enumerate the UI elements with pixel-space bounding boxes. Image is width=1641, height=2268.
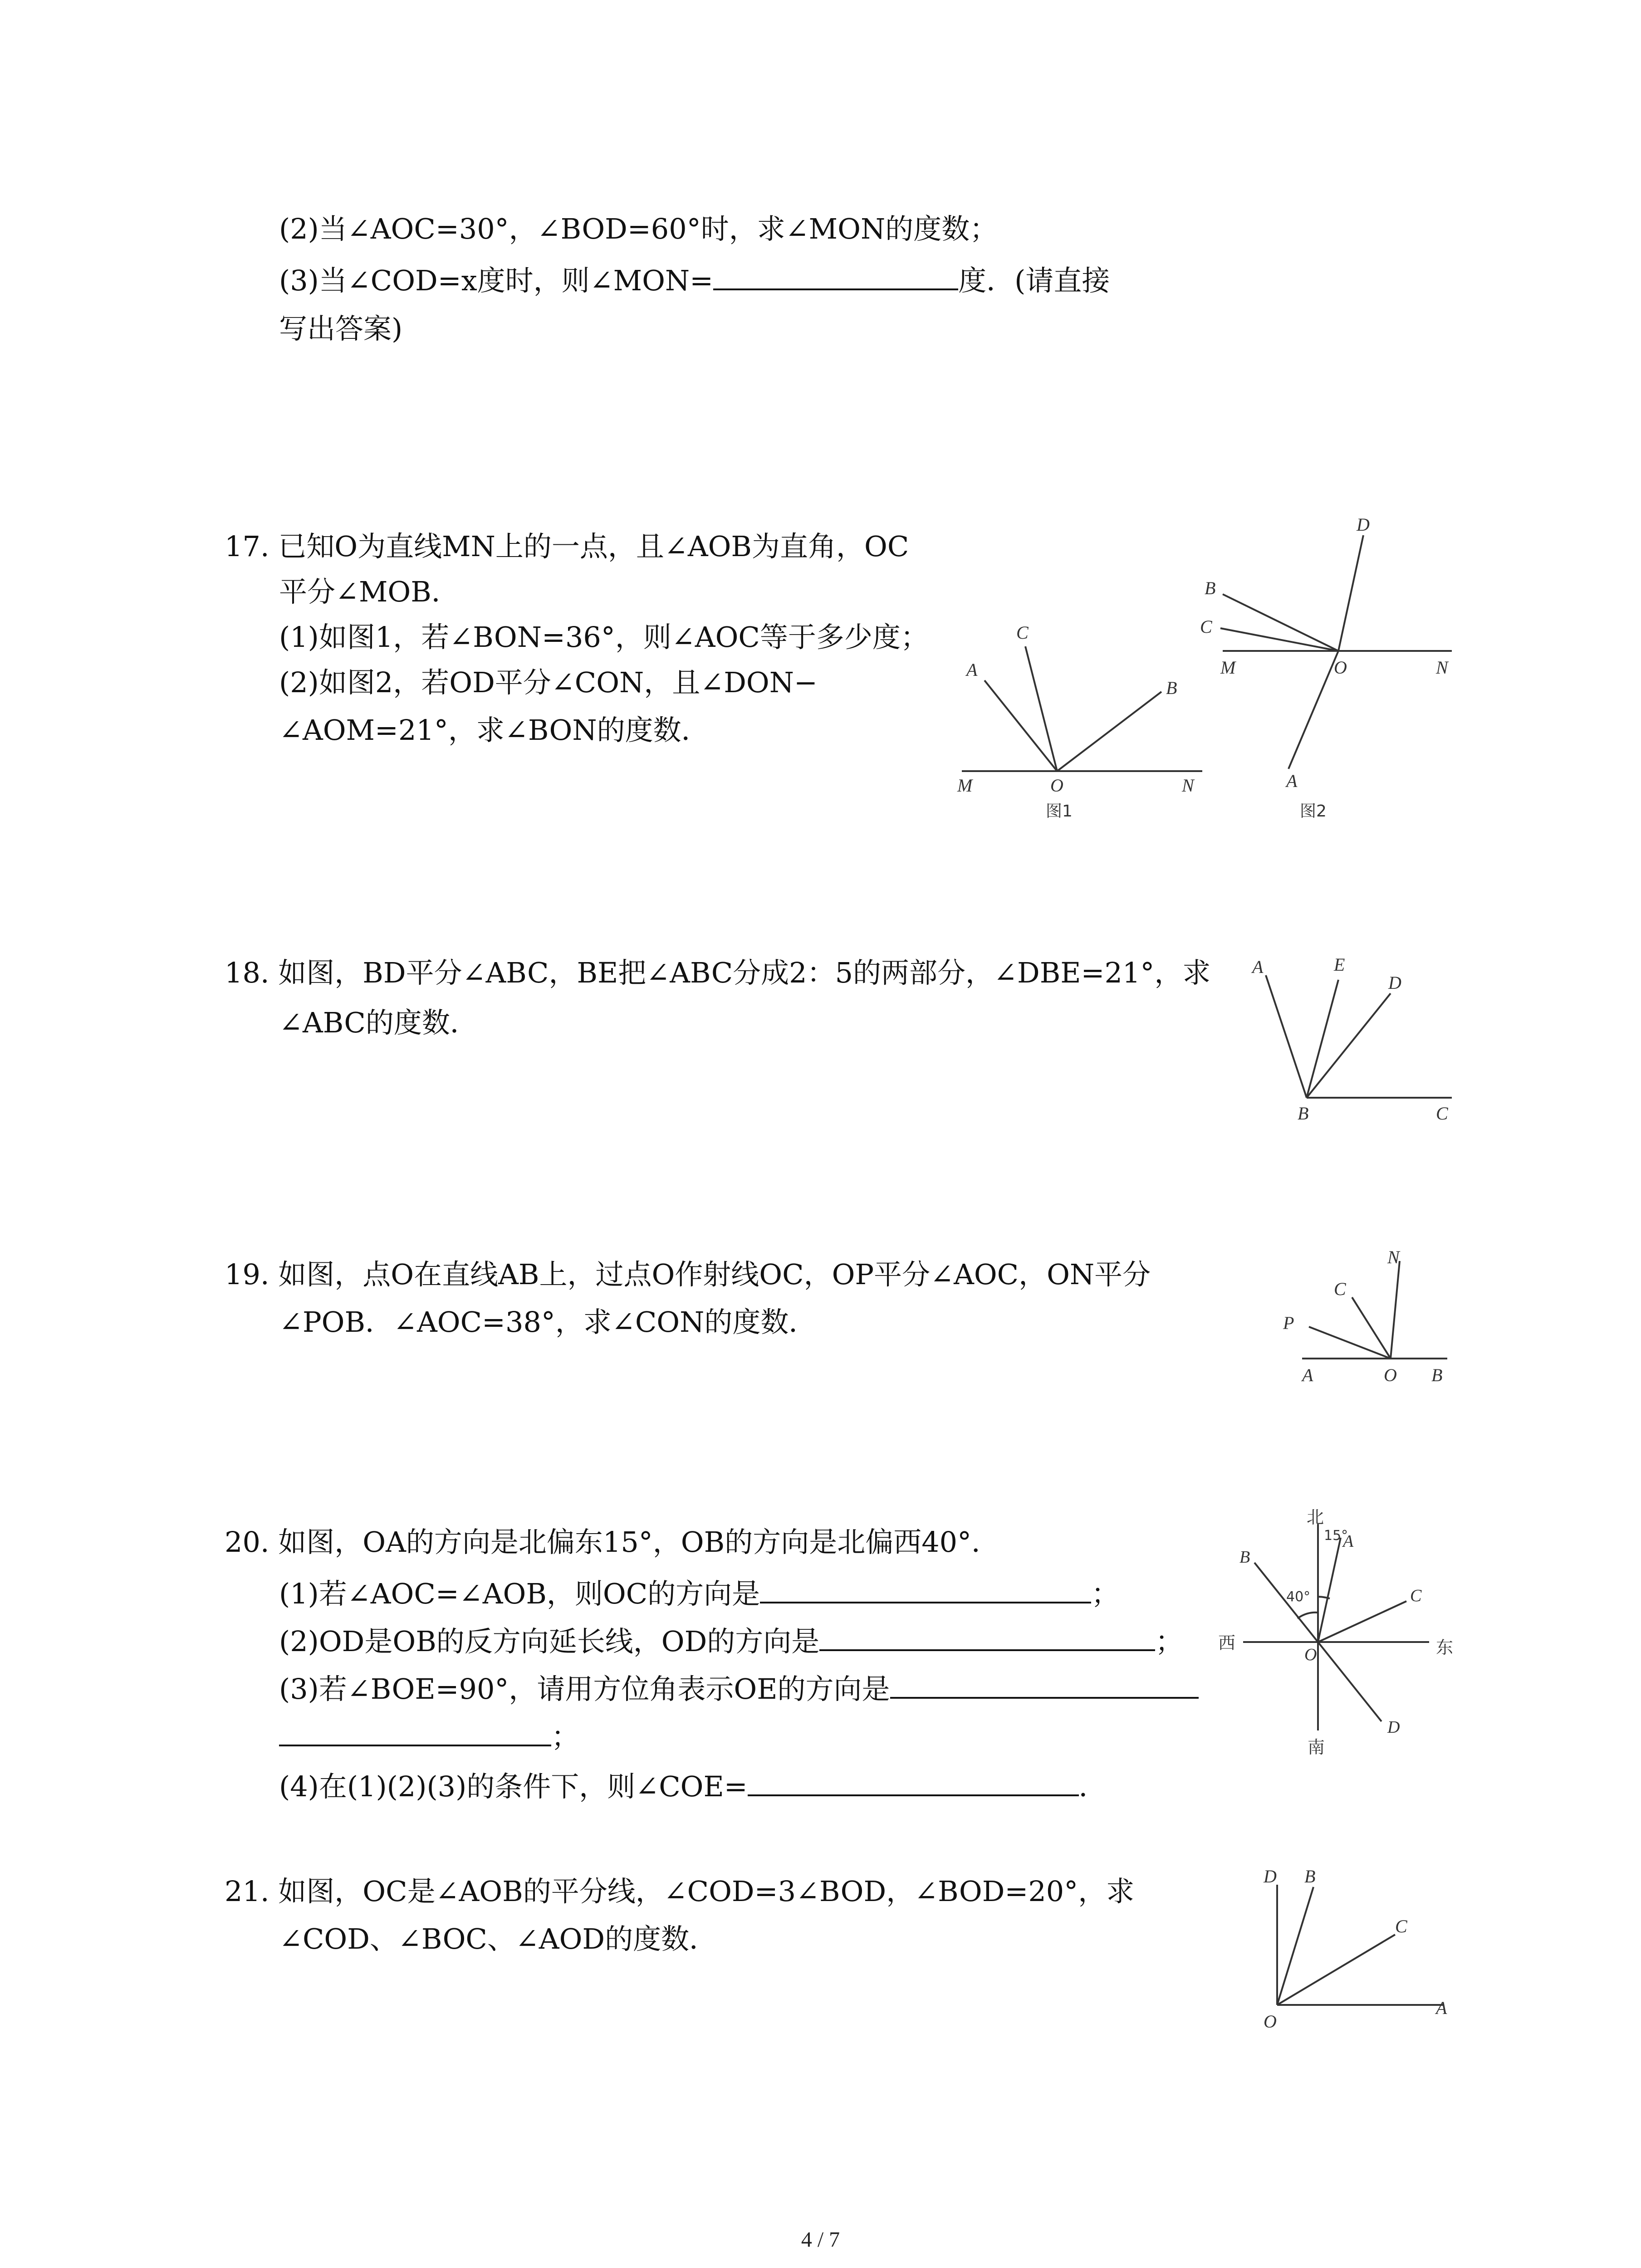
q18-line-2: ∠ABC的度数． bbox=[279, 1006, 478, 1039]
q21-line-2: ∠COD、∠BOC、∠AOD的度数． bbox=[279, 1922, 718, 1955]
compass-south-label: 南 bbox=[1308, 1737, 1325, 1757]
q20-line-6 bbox=[279, 1769, 1107, 1803]
q19-label-c: C bbox=[1334, 1279, 1346, 1299]
q20-line-3-text: (2)OD是OB的反方向延长线，OD的方向是 bbox=[279, 1625, 820, 1658]
q20-label-o: O bbox=[1304, 1645, 1317, 1664]
q21-label-a: A bbox=[1436, 1998, 1447, 2018]
q19-line-2: ∠POB．∠AOC=38°，求∠CON的度数． bbox=[279, 1305, 817, 1339]
q17-line-5: ∠AOM=21°，求∠BON的度数． bbox=[279, 714, 710, 747]
q20-line-2-text: (1)若∠AOC=∠AOB，则OC的方向是 bbox=[279, 1577, 760, 1610]
q21-label-b: B bbox=[1304, 1866, 1316, 1887]
fig1-label-a: A bbox=[966, 660, 978, 680]
q20-label-c: C bbox=[1410, 1586, 1422, 1605]
answer-blank[interactable] bbox=[713, 263, 958, 290]
q17-figure-2 bbox=[1184, 513, 1465, 827]
q19-label-o: O bbox=[1384, 1365, 1397, 1385]
q17-figure-1 bbox=[948, 608, 1211, 827]
fig2-label-o: O bbox=[1334, 657, 1347, 678]
page-number: 4 / 7 bbox=[801, 2228, 840, 2252]
q21-figure bbox=[1243, 1860, 1461, 2043]
fig1-caption: 图1 bbox=[1046, 802, 1073, 821]
fig1-label-m: M bbox=[957, 775, 973, 796]
q17-line-4: (2)如图2，若OD平分∠CON，且∠DON− bbox=[279, 666, 818, 699]
q16-line-2: (2)当∠AOC=30°，∠BOD=60°时，求∠MON的度数； bbox=[279, 212, 998, 245]
q19-line-1: 19. 如图，点O在直线AB上，过点O作射线OC，OP平分∠AOC，ON平分 bbox=[225, 1258, 1151, 1291]
fig2-label-n: N bbox=[1436, 657, 1448, 678]
answer-blank[interactable] bbox=[279, 1719, 551, 1746]
q21-label-d: D bbox=[1264, 1866, 1277, 1887]
q20-line-1: 20. 如图，OA的方向是北偏东15°，OB的方向是北偏西40°． bbox=[225, 1525, 1000, 1559]
q18-label-c: C bbox=[1436, 1103, 1448, 1124]
fig1-label-n: N bbox=[1182, 775, 1194, 796]
compass-east-label: 东 bbox=[1436, 1637, 1454, 1657]
q20-label-d: D bbox=[1387, 1718, 1400, 1737]
answer-blank[interactable] bbox=[760, 1576, 1091, 1603]
q16-line-3 bbox=[279, 263, 1110, 297]
q18-label-d: D bbox=[1388, 973, 1401, 993]
q21-line-1: 21. 如图，OC是∠AOB的平分线，∠COD=3∠BOD，∠BOD=20°，求 bbox=[225, 1875, 1135, 1908]
answer-blank[interactable] bbox=[748, 1769, 1079, 1796]
q20-line-5 bbox=[279, 1719, 579, 1753]
q16-line-3-tail: 度．(请直接 bbox=[958, 264, 1110, 297]
q21-label-o: O bbox=[1264, 2011, 1277, 2032]
q20-line-3 bbox=[279, 1624, 1183, 1657]
q16-line-3-text: (3)当∠COD=x度时，则∠MON= bbox=[279, 264, 714, 297]
q19-figure bbox=[1270, 1243, 1461, 1394]
q18-label-e: E bbox=[1334, 954, 1345, 975]
q17-line-3: (1)如图1，若∠BON=36°，则∠AOC等于多少度； bbox=[279, 621, 929, 654]
q18-figure bbox=[1243, 948, 1461, 1131]
fig1-label-b: B bbox=[1166, 678, 1177, 698]
q20-line-4-text: (3)若∠BOE=90°，请用方位角表示OE的方向是 bbox=[279, 1672, 890, 1706]
compass-north-label: 北 bbox=[1307, 1507, 1324, 1527]
q20-line-3-tail: ； bbox=[1155, 1625, 1184, 1658]
q19-label-a: A bbox=[1302, 1365, 1313, 1385]
q17-line-2: 平分∠MOB． bbox=[279, 575, 460, 608]
q20-line-5-tail: ； bbox=[551, 1720, 580, 1753]
q17-line-1: 17. 已知O为直线MN上的一点，且∠AOB为直角，OC bbox=[225, 530, 909, 563]
fig1-label-c: C bbox=[1016, 622, 1029, 643]
q20-line-4 bbox=[279, 1672, 1199, 1705]
q18-label-a: A bbox=[1252, 957, 1264, 977]
q19-label-p: P bbox=[1283, 1313, 1294, 1333]
fig2-label-c: C bbox=[1200, 616, 1212, 637]
angle-15-label: 15° bbox=[1324, 1528, 1348, 1544]
q18-line-1: 18. 如图，BD平分∠ABC，BE把∠ABC分成2：5的两部分，∠DBE=21°，求 bbox=[225, 956, 1211, 989]
answer-blank[interactable] bbox=[819, 1624, 1155, 1651]
q20-line-6-tail: ． bbox=[1078, 1770, 1107, 1803]
fig1-label-o: O bbox=[1050, 775, 1063, 796]
fig2-label-b: B bbox=[1205, 578, 1216, 598]
compass-west-label: 西 bbox=[1218, 1633, 1236, 1653]
q20-compass-figure bbox=[1207, 1506, 1461, 1762]
q19-label-n: N bbox=[1387, 1247, 1400, 1267]
answer-blank[interactable] bbox=[890, 1672, 1199, 1699]
q19-label-b: B bbox=[1431, 1365, 1443, 1385]
q18-label-b: B bbox=[1298, 1103, 1309, 1124]
fig2-label-a: A bbox=[1286, 771, 1298, 791]
q16-line-4: 写出答案) bbox=[279, 312, 403, 345]
q20-line-2-tail: ； bbox=[1091, 1577, 1120, 1610]
q20-label-b: B bbox=[1239, 1548, 1250, 1567]
q20-line-2 bbox=[279, 1576, 1119, 1610]
fig2-caption: 图2 bbox=[1300, 802, 1327, 821]
fig2-label-d: D bbox=[1357, 514, 1370, 535]
angle-40-label: 40° bbox=[1286, 1589, 1311, 1605]
q20-line-6-text: (4)在(1)(2)(3)的条件下，则∠COE= bbox=[279, 1770, 748, 1803]
fig2-label-m: M bbox=[1220, 657, 1236, 678]
q21-label-c: C bbox=[1395, 1916, 1407, 1936]
q20-label-a: A bbox=[1343, 1532, 1354, 1551]
